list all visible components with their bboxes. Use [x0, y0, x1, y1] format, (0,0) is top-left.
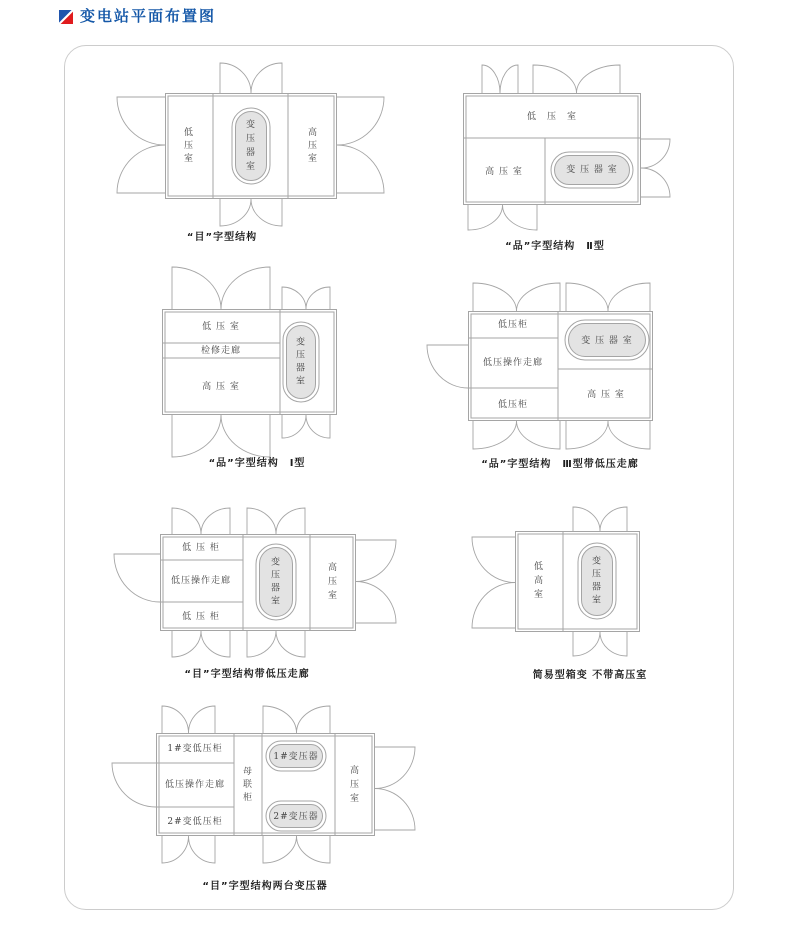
capsule-label: 变压器室 — [245, 120, 257, 172]
room-label: 低压操作走廊 — [170, 576, 232, 586]
double-door — [566, 283, 650, 311]
double-door — [337, 97, 384, 193]
double-door — [533, 65, 620, 93]
room-label: 2#变低压柜 — [167, 817, 223, 827]
capsule-label: 变压器室 — [270, 557, 282, 607]
diagram-caption: “品”字型结构 Ⅰ型 — [208, 458, 306, 469]
room-label: 低压操作走廊 — [482, 358, 544, 368]
double-door — [162, 836, 215, 863]
double-door — [247, 631, 305, 657]
transformer-capsule — [287, 326, 316, 399]
room-label: 高压室 — [307, 128, 319, 164]
diagram-pin-type2 — [463, 65, 670, 230]
diagram-mu-basic — [117, 63, 384, 226]
page-title: 变电站平面布置图 — [80, 7, 217, 25]
diagram-caption: “目”字型结构 — [186, 232, 258, 243]
diagram-caption: “品”字型结构 Ⅲ型带低压走廊 — [481, 459, 639, 470]
diagram-mu-two-transformers — [112, 706, 415, 863]
capsule-label: 2#变压器 — [273, 812, 319, 822]
room-label: 1#变低压柜 — [167, 744, 223, 754]
diagram-mu-corridor — [114, 508, 396, 657]
double-door — [117, 97, 165, 193]
double-door — [172, 508, 230, 534]
capsule-label: 变压器室 — [295, 337, 307, 387]
room-label: 低 压 柜 — [182, 543, 220, 553]
diagram-simple-box — [472, 507, 640, 656]
double-door — [263, 836, 330, 863]
double-door — [162, 706, 215, 733]
diagram-caption: “目”字型结构带低压走廊 — [184, 669, 310, 680]
diagram-caption: “目”字型结构两台变压器 — [202, 881, 328, 892]
double-door — [172, 415, 270, 457]
room-label: 高 压 室 — [587, 390, 625, 400]
double-door — [282, 287, 330, 309]
room-label: 低高室 — [533, 562, 545, 600]
double-door — [356, 540, 396, 623]
double-door — [375, 747, 415, 830]
double-door — [172, 267, 270, 309]
room-label: 低压操作走廊 — [164, 780, 226, 790]
room-label: 低 压 室 — [202, 322, 240, 332]
room-label: 低压室 — [183, 128, 195, 164]
room-label: 高压室 — [349, 766, 361, 804]
room-label: 母联柜 — [242, 767, 254, 803]
diagram-caption: “品”字型结构 Ⅱ型 — [505, 241, 605, 252]
diagram-caption: 简易型箱变 不带高压室 — [532, 670, 648, 681]
double-door — [473, 421, 560, 449]
room-label: 低 压 室 — [526, 112, 578, 122]
double-door — [473, 283, 560, 311]
room-label: 高 压 室 — [202, 382, 240, 392]
capsule-label: 变 压 器 室 — [566, 165, 618, 175]
double-door — [482, 65, 518, 93]
double-door — [573, 632, 627, 656]
double-door — [641, 139, 670, 197]
diagram-pin-type3-corridor — [427, 283, 653, 449]
room-label: 低压柜 — [497, 320, 529, 330]
room-label: 低压柜 — [497, 400, 529, 410]
room-label: 高压室 — [327, 563, 339, 601]
double-door — [247, 508, 305, 534]
capsule-label: 1#变压器 — [273, 752, 319, 762]
double-door — [472, 537, 515, 628]
single-door — [114, 554, 160, 602]
double-door — [282, 415, 330, 438]
double-door — [220, 199, 282, 226]
room-label: 低 压 柜 — [182, 612, 220, 622]
double-door — [172, 631, 230, 657]
capsule-label: 变 压 器 室 — [581, 336, 633, 346]
diagram-pin-type1 — [162, 267, 337, 457]
single-door — [427, 345, 468, 388]
double-door — [566, 421, 650, 449]
double-door — [573, 507, 627, 531]
single-door — [112, 763, 156, 807]
double-door — [468, 205, 537, 230]
room-label: 检修走廊 — [200, 346, 242, 356]
room-label: 高 压 室 — [485, 167, 523, 177]
double-door — [220, 63, 282, 93]
double-door — [263, 706, 330, 733]
capsule-label: 变压器室 — [591, 556, 603, 606]
